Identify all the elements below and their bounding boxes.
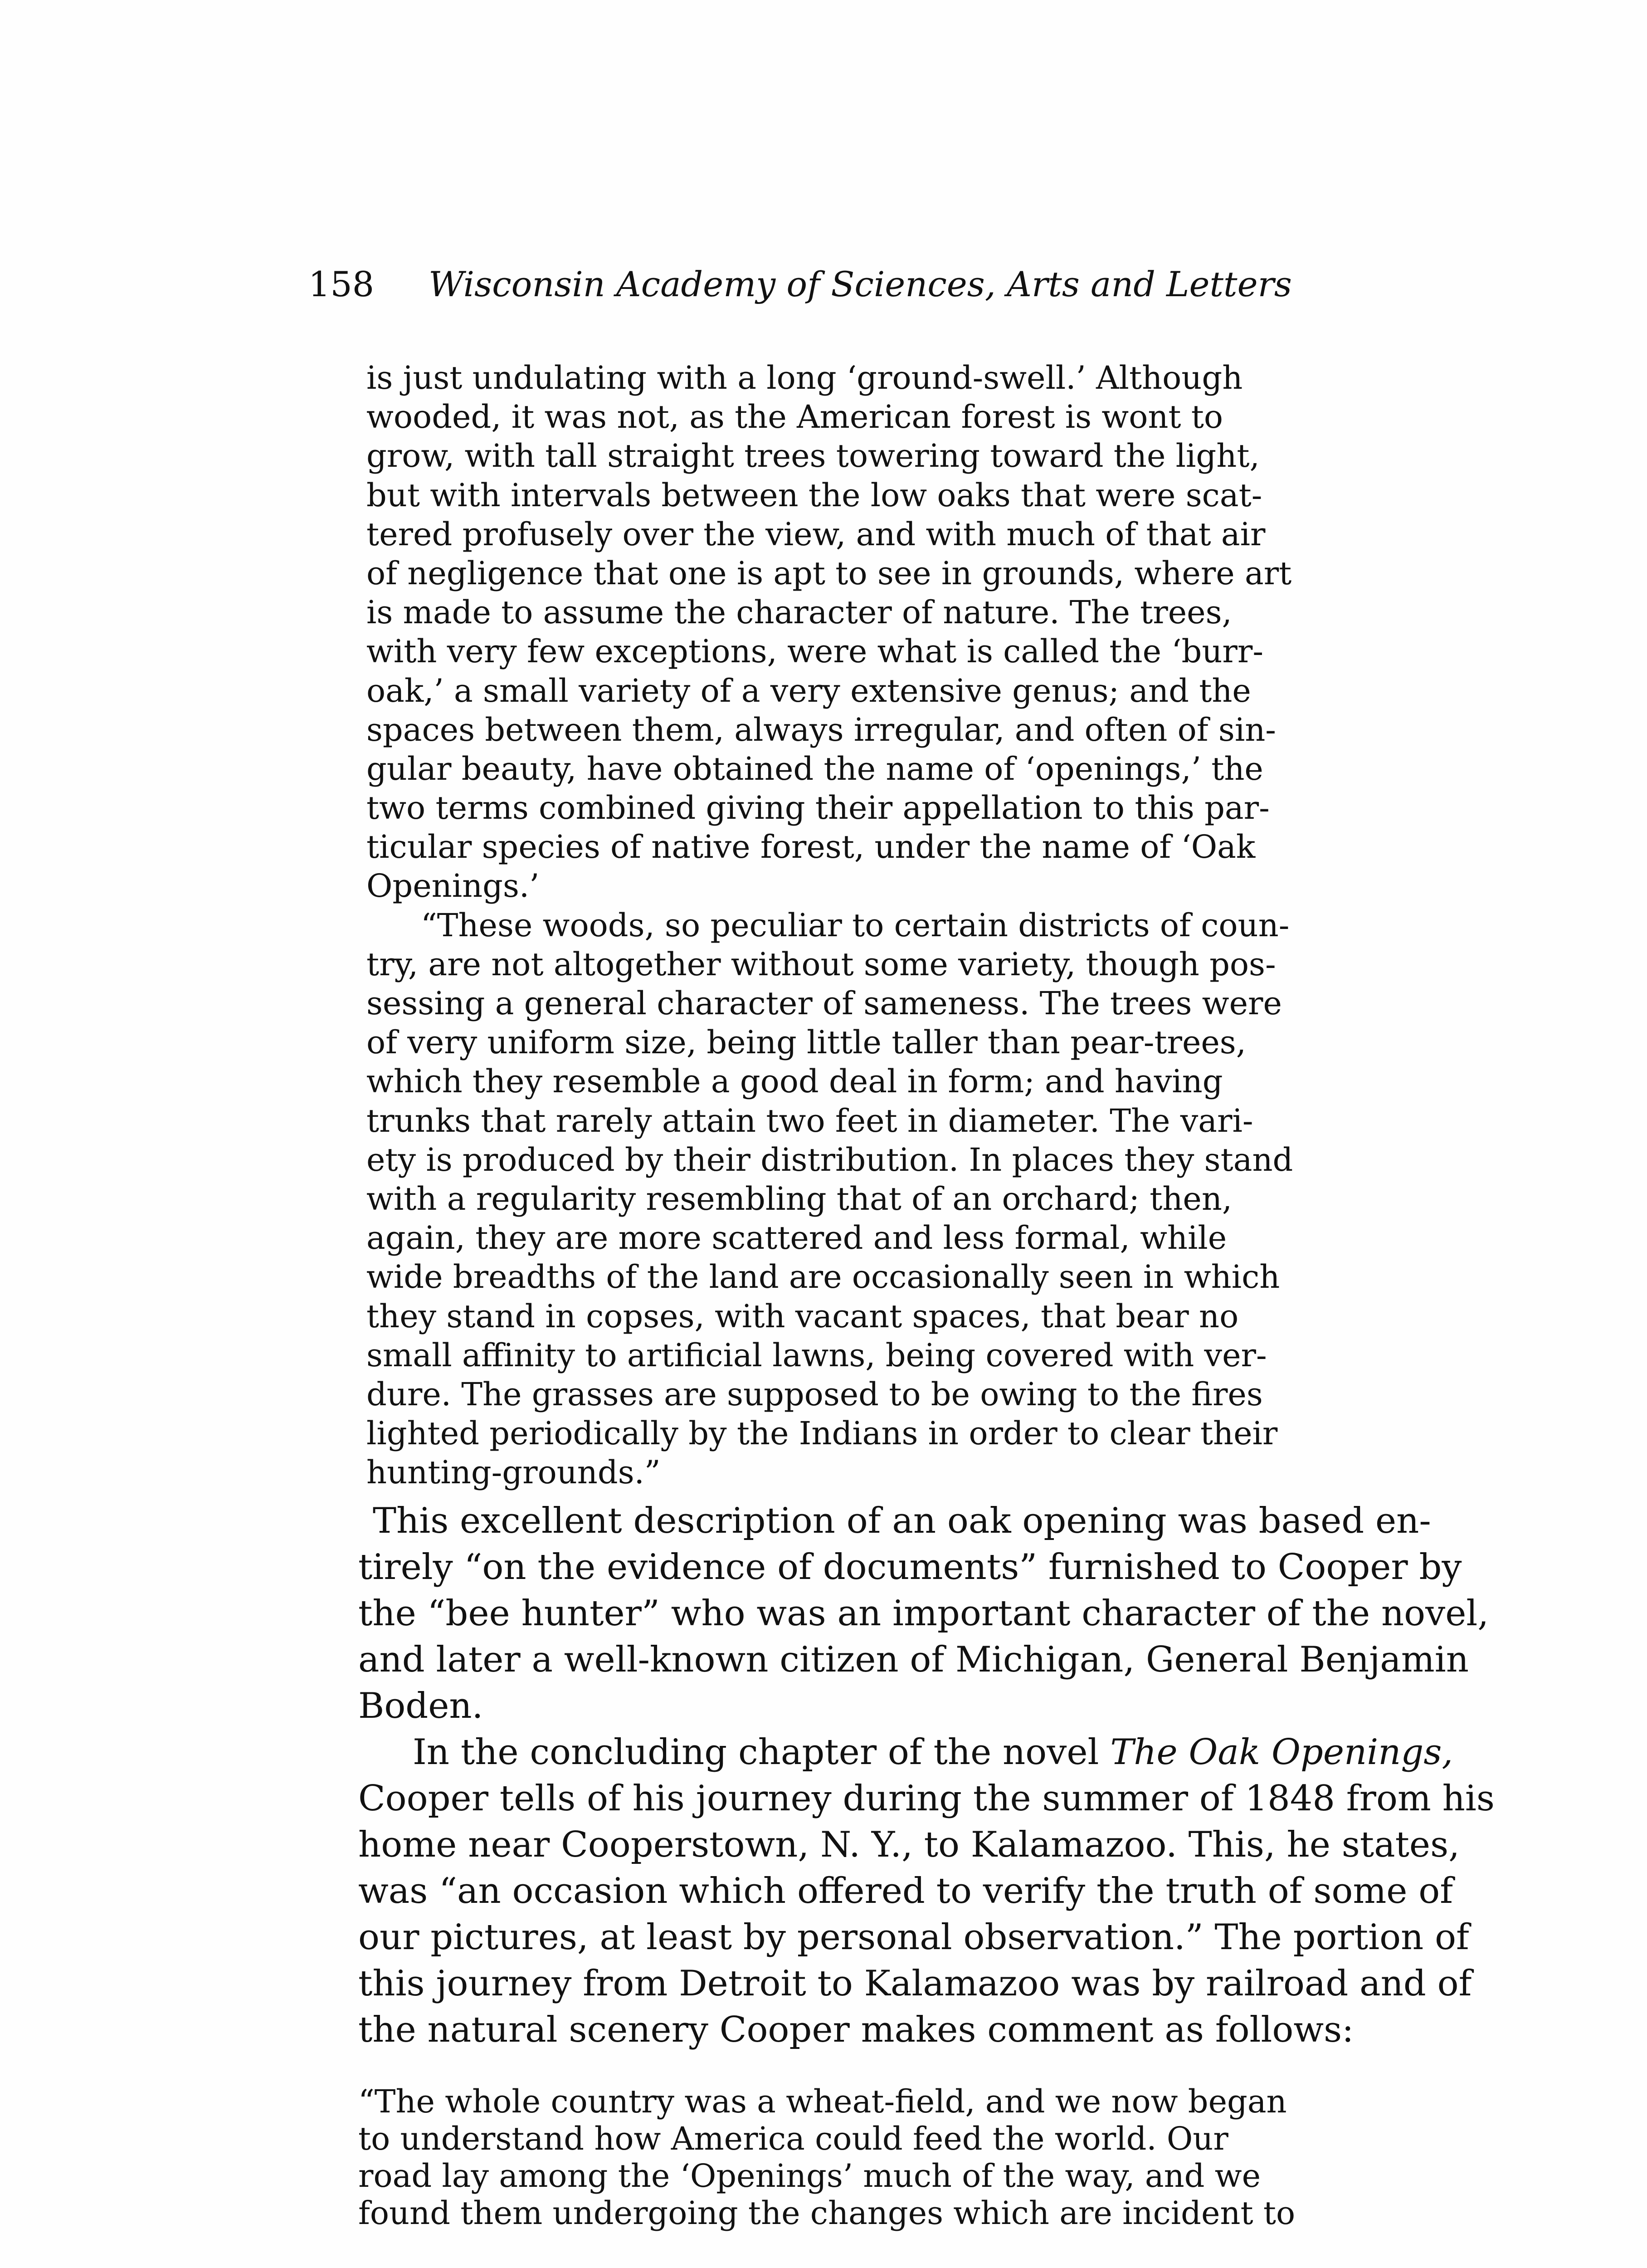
text-line: try, are not altogether without some variety, though pos-: [366, 945, 1276, 983]
text-line: “These woods, so peculiar to certain districts of coun-: [421, 906, 1290, 944]
block-quote-cooper-description: [366, 358, 1418, 1492]
text-run: In the concluding chapter of the novel: [413, 1732, 1111, 1773]
text-line: of very uniform size, being little taller than pear-trees,: [366, 1024, 1246, 1061]
text-line: the “bee hunter” who was an important character of the novel,: [358, 1593, 1489, 1634]
text-line: and later a well-known citizen of Michigan, General Benjamin: [358, 1639, 1469, 1680]
text-line: oak,’ a small variety of a very extensive genus; and the: [366, 672, 1251, 709]
text-line: road lay among the ‘Openings’ much of the way, and we: [358, 2157, 1261, 2195]
text-line: they stand in copses, with vacant spaces, that bear no: [366, 1297, 1239, 1335]
text-line: tirely “on the evidence of documents” furnished to Cooper by: [358, 1547, 1462, 1588]
text-line: spaces between them, always irregular, and often of sin-: [366, 711, 1276, 748]
body-paragraphs: [358, 1498, 1495, 2053]
text-line: “The whole country was a wheat-field, and we now began: [358, 2083, 1287, 2120]
text-line: Cooper tells of his journey during the summer of 1848 from his: [358, 1778, 1495, 1819]
text-line: the natural scenery Cooper makes comment as follows:: [358, 2009, 1354, 2050]
text-line: with very few exceptions, were what is called the ‘burr-: [366, 633, 1263, 670]
text-line: our pictures, at least by personal observation.” The portion of: [358, 1917, 1469, 1958]
text-line: gular beauty, have obtained the name of ‘openings,’ the: [366, 750, 1263, 787]
journal-title: Wisconsin Academy of Sciences, Arts and Letters: [429, 264, 1292, 304]
text-line: grow, with tall straight trees towering toward the light,: [366, 437, 1260, 475]
text-line: this journey from Detroit to Kalamazoo was by railroad and of: [358, 1963, 1472, 2004]
text-line: lighted periodically by the Indians in order to clear their: [366, 1415, 1278, 1452]
text-line: trunks that rarely attain two feet in diameter. The vari-: [366, 1102, 1253, 1139]
text-line: sessing a general character of sameness. The trees were: [366, 985, 1282, 1022]
text-line: but with intervals between the low oaks that were scat-: [366, 476, 1262, 514]
text-line: is made to assume the character of nature. The trees,: [366, 594, 1232, 631]
text-line: is just undulating with a long ‘ground-swell.’ Although: [366, 359, 1243, 396]
text-line: ticular species of native forest, under the name of ‘Oak: [366, 828, 1256, 866]
text-line: wide breadths of the land are occasionally seen in which: [366, 1258, 1280, 1296]
text-line: [358, 1729, 1474, 1775]
text-line: with a regularity resembling that of an orchard; then,: [366, 1180, 1233, 1217]
text-line: Openings.’: [366, 867, 540, 905]
running-head: [308, 259, 1351, 309]
text-line: which they resemble a good deal in form; and having: [366, 1063, 1223, 1100]
text-line: This excellent description of an oak opening was based en-: [373, 1501, 1431, 1541]
novel-title: The Oak Openings,: [1110, 1732, 1453, 1773]
text-line: tered profusely over the view, and with much of that air: [366, 515, 1266, 553]
block-quote-cooper-journey: [358, 2083, 1428, 2232]
text-line: small affinity to artificial lawns, being covered with ver-: [366, 1336, 1267, 1374]
text-line: to understand how America could feed the world. Our: [358, 2120, 1228, 2157]
text-line: wooded, it was not, as the American forest is wont to: [366, 398, 1223, 436]
text-line: dure. The grasses are supposed to be owing to the fires: [366, 1375, 1263, 1413]
text-line: two terms combined giving their appellation to this par-: [366, 789, 1270, 827]
text-line: home near Cooperstown, N. Y., to Kalamazoo. This, he states,: [358, 1824, 1460, 1865]
text-line: of negligence that one is apt to see in grounds, where art: [366, 554, 1292, 592]
text-line: Boden.: [358, 1686, 483, 1726]
text-line: found them undergoing the changes which are incident to: [358, 2195, 1296, 2232]
text-line: again, they are more scattered and less formal, while: [366, 1219, 1227, 1257]
text-line: ety is produced by their distribution. In places they stand: [366, 1141, 1293, 1178]
text-line: hunting-grounds.”: [366, 1454, 661, 1491]
page-number: 158: [308, 264, 375, 304]
text-line: was “an occasion which offered to verify the truth of some of: [358, 1871, 1453, 1911]
